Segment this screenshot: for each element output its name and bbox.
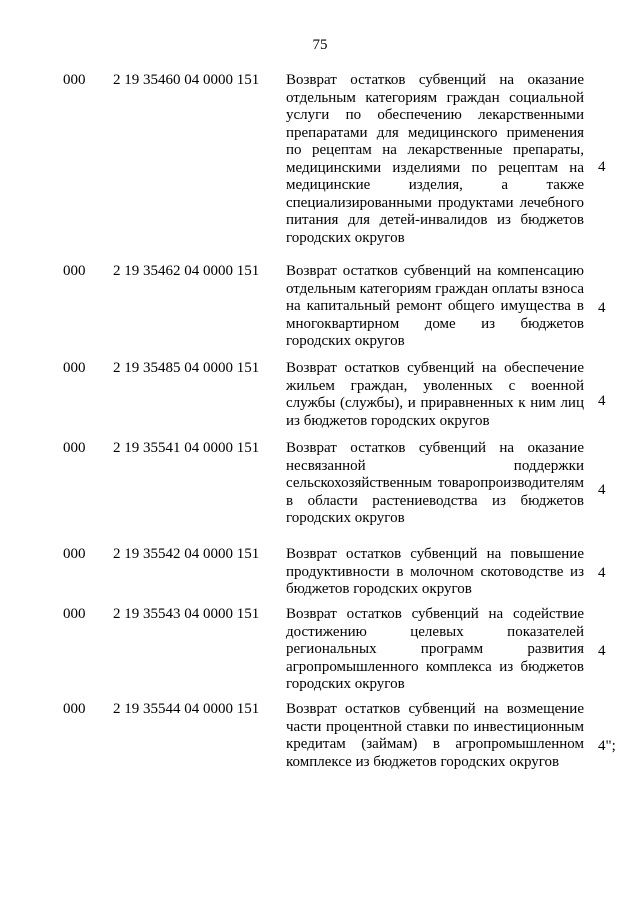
- admin-code: 000: [63, 72, 86, 88]
- row-level: 4: [598, 643, 606, 659]
- admin-code: 000: [63, 701, 86, 717]
- row-description: Возврат остатков субвенций на оказание отдельным категориям граждан социальной услуги по обеспечению лекарственными препаратами для медицинского применения по рецептам на лекарственные препараты, медицинскими изделиями по рецептам на медицинские изделия, а также специализированными продуктами лечебного питания для детей-инвалидов из бюджетов городских округов: [286, 72, 584, 246]
- admin-code: 000: [63, 546, 86, 562]
- budget-classification-code: 2 19 35462 04 0000 151: [113, 263, 260, 279]
- admin-code: 000: [63, 606, 86, 622]
- row-description: Возврат остатков субвенций на оказание несвязанной поддержки сельскохозяйственным товаропроизводителям в области растениеводства из бюджетов городских округов: [286, 440, 584, 526]
- budget-classification-code: 2 19 35485 04 0000 151: [113, 360, 260, 376]
- budget-classification-code: 2 19 35544 04 0000 151: [113, 701, 260, 717]
- row-level: 4: [598, 159, 606, 175]
- row-description: Возврат остатков субвенций на повышение продуктивности в молочном скотоводстве из бюджетов городских округов: [286, 546, 584, 597]
- admin-code: 000: [63, 440, 86, 456]
- row-level: 4";: [598, 738, 616, 754]
- admin-code: 000: [63, 263, 86, 279]
- row-description: Возврат остатков субвенций на компенсацию отдельным категориям граждан оплаты взноса на капитальный ремонт общего имущества в многоквартирном доме из бюджетов городских округов: [286, 263, 584, 349]
- budget-classification-code: 2 19 35543 04 0000 151: [113, 606, 260, 622]
- admin-code: 000: [63, 360, 86, 376]
- row-level: 4: [598, 565, 606, 581]
- budget-classification-code: 2 19 35542 04 0000 151: [113, 546, 260, 562]
- row-level: 4: [598, 300, 606, 316]
- budget-classification-code: 2 19 35541 04 0000 151: [113, 440, 260, 456]
- budget-classification-code: 2 19 35460 04 0000 151: [113, 72, 260, 88]
- row-level: 4: [598, 482, 606, 498]
- page-number: 75: [312, 37, 328, 53]
- row-description: Возврат остатков субвенций на возмещение части процентной ставки по инвестиционным кредитам (займам) в агропромышленном комплексе из бюджетов городских округов: [286, 701, 584, 770]
- row-description: Возврат остатков субвенций на обеспечение жильем граждан, уволенных с военной службы (службы), и приравненных к ним лиц из бюджетов городских округов: [286, 360, 584, 429]
- row-description: Возврат остатков субвенций на содействие достижению целевых показателей региональных программ развития агропромышленного комплекса из бюджетов городских округов: [286, 606, 584, 692]
- row-level: 4: [598, 393, 606, 409]
